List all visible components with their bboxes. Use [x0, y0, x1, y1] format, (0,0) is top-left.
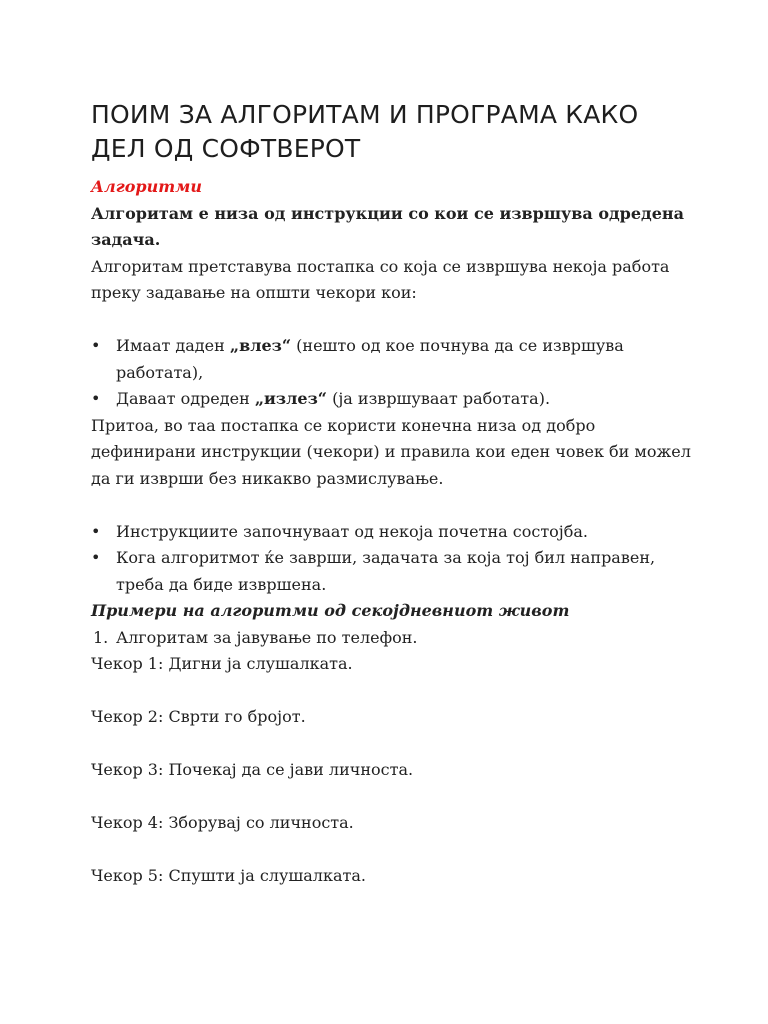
middle-paragraph: Притоа, во таа постапка се користи конечна низа од добро дефинирани инструкции (чекори) и правила кои еден човек би можел да ги изврши без никакво размислување.: [91, 415, 691, 488]
list-item: [91, 386, 691, 413]
list-item: [91, 625, 691, 652]
list-number: 1.: [93, 627, 109, 647]
intro-paragraph: Алгоритам претставува постапка со која се извршува некоја работа преку задавање на општи чекори кои:: [91, 256, 670, 302]
list-item: [91, 545, 691, 598]
bullet-icon: •: [91, 521, 101, 541]
list-item: [91, 519, 691, 546]
bullet-icon: •: [91, 548, 101, 567]
spacer: [91, 678, 691, 705]
section-heading: Алгоритми: [91, 177, 203, 196]
step-1: Чекор 1: Дигни ја слушалката.: [91, 654, 353, 673]
list-item-text: Даваат одреден: [116, 389, 255, 408]
spacer: [91, 837, 691, 864]
list-item-text: Инструкциите започнуваат од некоја почетна состојба.: [116, 521, 589, 541]
list-item-text: Кога алгоритмот ќе заврши, задачата за која тој бил направен, треба да биде извршена.: [116, 548, 656, 594]
spacer: [91, 307, 691, 334]
spacer: [91, 492, 691, 519]
spacer: [91, 731, 691, 758]
document-title: ПОИМ ЗА АЛГОРИТАМ И ПРОГРАМА КАКО ДЕЛ ОД СОФТВЕРОТ: [91, 100, 639, 163]
spacer: [91, 784, 691, 811]
step-5: Чекор 5: Спушти ја слушалката.: [91, 866, 366, 885]
step-4: Чекор 4: Зборувај со личноста.: [91, 813, 354, 832]
definition-paragraph: Алгоритам е низа од инструкции со кои се извршува одредена задача.: [91, 203, 684, 249]
bullet-list-instructions: [91, 519, 691, 599]
step-2: Чекор 2: Сврти го бројот.: [91, 707, 306, 726]
document-page: [91, 98, 691, 890]
list-item: [91, 333, 691, 386]
bullet-icon: •: [91, 389, 101, 408]
bullet-icon: •: [91, 336, 101, 355]
list-item-text: (нешто од кое почнува да се извршува работата),: [116, 336, 624, 382]
example-list: [91, 625, 691, 652]
step-3: Чекор 3: Почекај да се јави личноста.: [91, 760, 414, 779]
list-item-emphasis: „влез“: [229, 336, 292, 355]
examples-heading: Примери на алгоритми од секојдневниот живот: [91, 601, 570, 620]
list-item-text: Алгоритам за јавување по телефон.: [116, 627, 418, 647]
bullet-list-inputs-outputs: [91, 333, 691, 413]
list-item-text: Имаат даден: [116, 336, 230, 355]
list-item-emphasis: „излез“: [254, 389, 327, 408]
list-item-text: (ја извршуваат работата).: [327, 389, 551, 408]
